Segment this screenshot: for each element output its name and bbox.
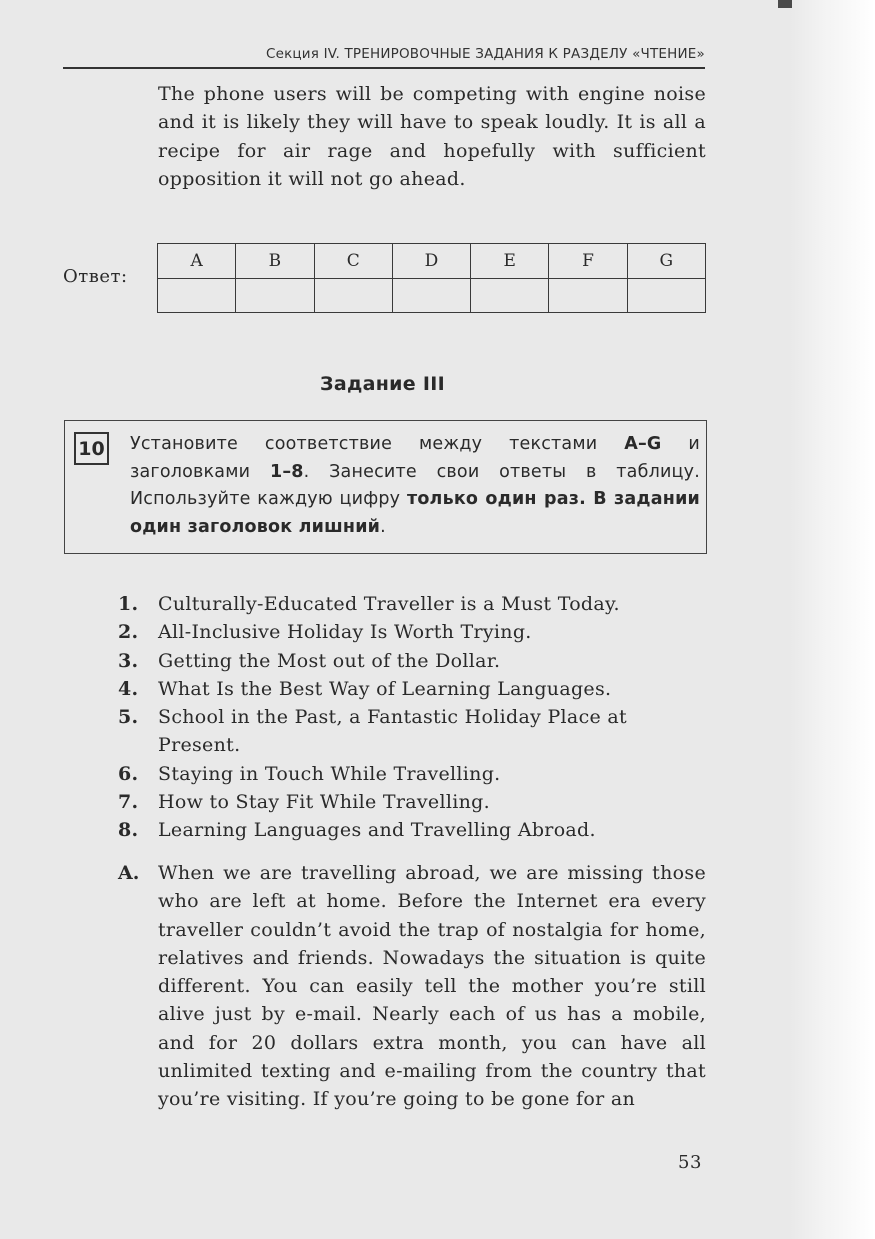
answer-col-header: F <box>549 244 627 279</box>
answer-cell-f[interactable] <box>549 279 627 313</box>
answer-cell-d[interactable] <box>392 279 470 313</box>
intro-paragraph: The phone users will be competing with engine noise and it is likely they will have to speak loudly. It is all a recipe for air rage and hopefully with sufficient opposition it will not go ahead. <box>158 83 706 190</box>
scan-mark <box>778 0 792 8</box>
task-instruction: Установите соответствие между текстами A–G и заголовками 1–8. Занесите свои ответы в таблицу. Используйте каждую цифру только один раз. В задании один заголовок лишний. <box>130 434 700 537</box>
answer-label: Ответ: <box>63 266 128 287</box>
text-a-letter: A. <box>118 862 140 884</box>
answer-cell-c[interactable] <box>314 279 392 313</box>
answer-col-header: B <box>236 244 314 279</box>
answer-cell-e[interactable] <box>471 279 549 313</box>
heading-item: 6. Staying in Touch While Travelling. <box>118 762 501 785</box>
running-header: Секция IV. ТРЕНИРОВОЧНЫЕ ЗАДАНИЯ К РАЗДЕЛУ «ЧТЕНИЕ» <box>63 46 705 69</box>
answer-col-header: C <box>314 244 392 279</box>
answer-cell-g[interactable] <box>627 279 705 313</box>
answer-table-header-row <box>158 244 706 279</box>
heading-item: 8. Learning Languages and Travelling Abroad. <box>118 819 596 842</box>
answer-table-input-row <box>158 279 706 313</box>
page-number: 53 <box>678 1152 702 1173</box>
heading-item: 4. What Is the Best Way of Learning Languages. <box>118 677 612 700</box>
heading-item: 3. Getting the Most out of the Dollar. <box>118 649 501 672</box>
heading-item: 2. All-Inclusive Holiday Is Worth Trying. <box>118 621 532 644</box>
task-number: 10 <box>74 432 109 465</box>
heading-item: 1. Culturally-Educated Traveller is a Must Today. <box>118 593 620 615</box>
answer-col-header: E <box>471 244 549 279</box>
headings-list <box>118 590 706 845</box>
heading-item: 7. How to Stay Fit While Travelling. <box>118 791 490 814</box>
answer-col-header: A <box>158 244 236 279</box>
text-a <box>118 859 706 1114</box>
answer-col-header: D <box>392 244 470 279</box>
heading-item: 5. School in the Past, a Fantastic Holiday Place at Present. <box>118 706 627 757</box>
page-edge-shadow <box>790 0 875 1239</box>
task-title: Задание III <box>320 373 445 395</box>
answer-cell-b[interactable] <box>236 279 314 313</box>
task-instruction-box <box>64 420 707 554</box>
text-a-body: When we are travelling abroad, we are missing those who are left at home. Before the Internet era every traveller couldn’t avoid the trap of nostalgia for home, relatives and friends. Nowadays the situation is quite different. You can easily tell the mother you’re still alive just by e-mail. Nearly each of us has a mobile, and for 20 dollars extra month, you can have all unlimited texting and e-mailing from the country that you’re visiting. If you’re going to be gone for an <box>158 862 706 1111</box>
answer-cell-a[interactable] <box>158 279 236 313</box>
answer-col-header: G <box>627 244 705 279</box>
answer-table <box>157 243 706 313</box>
